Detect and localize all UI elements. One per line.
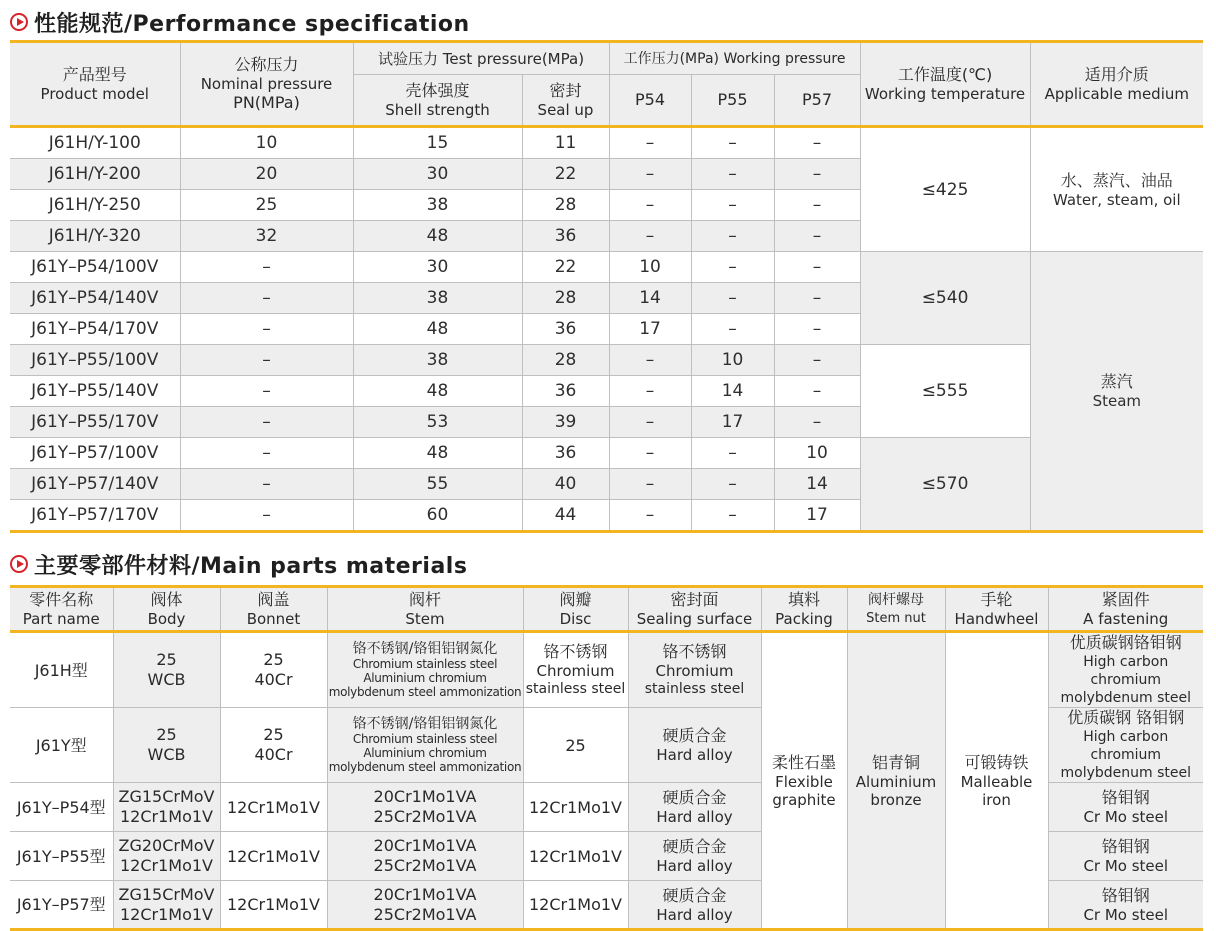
table-row: J61H/Y-100 10 15 11 – – – ≤425 水、蒸汽、油品 Water, steam, oil [10, 127, 1203, 159]
header-stem: 阀杆 Stem [327, 587, 523, 632]
header-product-model: 产品型号 Product model [10, 42, 180, 127]
table-row: J61Y–P54/140V – 38 28 14 – – [10, 283, 1203, 314]
header-test-pressure: 试验压力 Test pressure(MPa) [353, 42, 609, 75]
section-title-performance [10, 6, 470, 38]
temp-cell: ≤570 [860, 438, 1030, 532]
table-row: J61H/Y-250 25 38 28 – – – [10, 190, 1203, 221]
table-row: J61Y–P54型 ZG15CrMoV 12Cr1Mo1V 12Cr1Mo1V 20Cr1Mo1VA 25Cr2Mo1VA 12Cr1Mo1V 硬质合金 Hard alloy 铬钼钢 Cr Mo steel [10, 783, 1203, 832]
medium-cell: 蒸汽 Steam [1030, 252, 1203, 532]
materials-table [10, 585, 1203, 931]
handwheel-cell: 可锻铸铁 Malleable iron [945, 632, 1048, 930]
header-stem-nut: 阀杆螺母 Stem nut [847, 587, 945, 632]
header-nominal-pressure: 公称压力 Nominal pressure PN(MPa) [180, 42, 353, 127]
table-row: J61Y型 25 WCB 25 40Cr 铬不锈钢/铬钼铝钢氮化 Chromium stainless steel Aluminium chromium molybdenum steel ammonization 25 硬质合金 Hard alloy 优质碳钢 铬钼钢 High carbon chromium molybdenum steel [10, 708, 1203, 783]
table-row: J61Y–P57型 ZG15CrMoV 12Cr1Mo1V 12Cr1Mo1V 20Cr1Mo1VA 25Cr2Mo1VA 12Cr1Mo1V 硬质合金 Hard alloy 铬钼钢 Cr Mo steel [10, 881, 1203, 930]
table-row: J61H/Y-200 20 30 22 – – – [10, 159, 1203, 190]
temp-cell: ≤540 [860, 252, 1030, 345]
table-row: J61Y–P55/170V – 53 39 – 17 – [10, 407, 1203, 438]
performance-table [10, 40, 1203, 533]
header-fastening: 紧固件 A fastening [1048, 587, 1203, 632]
header-disc: 阀瓣 Disc [523, 587, 628, 632]
play-circle-icon [10, 13, 28, 31]
play-circle-icon [10, 555, 28, 573]
header-p54: P54 [609, 75, 691, 127]
header-shell-strength: 壳体强度 Shell strength [353, 75, 522, 127]
table-row: J61H/Y-320 32 48 36 – – – [10, 221, 1203, 252]
header-packing: 填料 Packing [761, 587, 847, 632]
header-handwheel: 手轮 Handwheel [945, 587, 1048, 632]
header-p57: P57 [774, 75, 860, 127]
header-body: 阀体 Body [113, 587, 220, 632]
header-applicable-medium: 适用介质 Applicable medium [1030, 42, 1203, 127]
section-title-materials [10, 548, 467, 580]
table-row: J61Y–P54/100V – 30 22 10 – – ≤540 蒸汽 Steam [10, 252, 1203, 283]
table-row: J61Y–P55/140V – 48 36 – 14 – [10, 376, 1203, 407]
header-part-name: 零件名称 Part name [10, 587, 113, 632]
section-title-text: 性能规范/Performance specification [34, 11, 470, 37]
table-row: J61Y–P57/170V – 60 44 – – 17 [10, 500, 1203, 532]
table-row: J61Y–P57/100V – 48 36 – – 10 ≤570 [10, 438, 1203, 469]
temp-cell: ≤425 [860, 127, 1030, 252]
header-p55: P55 [691, 75, 774, 127]
packing-cell: 柔性石墨 Flexible graphite [761, 632, 847, 930]
section-title-text: 主要零部件材料/Main parts materials [34, 553, 468, 579]
table-row: J61Y–P55/100V – 38 28 – 10 – ≤555 [10, 345, 1203, 376]
header-working-temperature: 工作温度(℃) Working temperature [860, 42, 1030, 127]
header-working-pressure: 工作压力(MPa) Working pressure [609, 42, 860, 75]
stem-nut-cell: 铝青铜 Aluminium bronze [847, 632, 945, 930]
header-sealing-surface: 密封面 Sealing surface [628, 587, 761, 632]
header-bonnet: 阀盖 Bonnet [220, 587, 327, 632]
table-row: J61Y–P57/140V – 55 40 – – 14 [10, 469, 1203, 500]
medium-cell: 水、蒸汽、油品 Water, steam, oil [1030, 127, 1203, 252]
table-row: J61H型 25 WCB 25 40Cr 铬不锈钢/铬钼铝钢氮化 Chromium stainless steel Aluminium chromium molybdenum steel ammonization 铬不锈钢 Chromium stainless steel 铬不锈钢 Chromium stainless steel 柔性石墨 Flexible graphite 铝青铜 Aluminium bronze 可锻铸铁 Malleable iron 优质碳钢铬钼钢 High carbon chromium molybdenum steel [10, 632, 1203, 708]
header-seal-up: 密封 Seal up [522, 75, 609, 127]
table-row: J61Y–P55型 ZG20CrMoV 12Cr1Mo1V 12Cr1Mo1V 20Cr1Mo1VA 25Cr2Mo1VA 12Cr1Mo1V 硬质合金 Hard alloy 铬钼钢 Cr Mo steel [10, 832, 1203, 881]
table-row: J61Y–P54/170V – 48 36 17 – – [10, 314, 1203, 345]
temp-cell: ≤555 [860, 345, 1030, 438]
